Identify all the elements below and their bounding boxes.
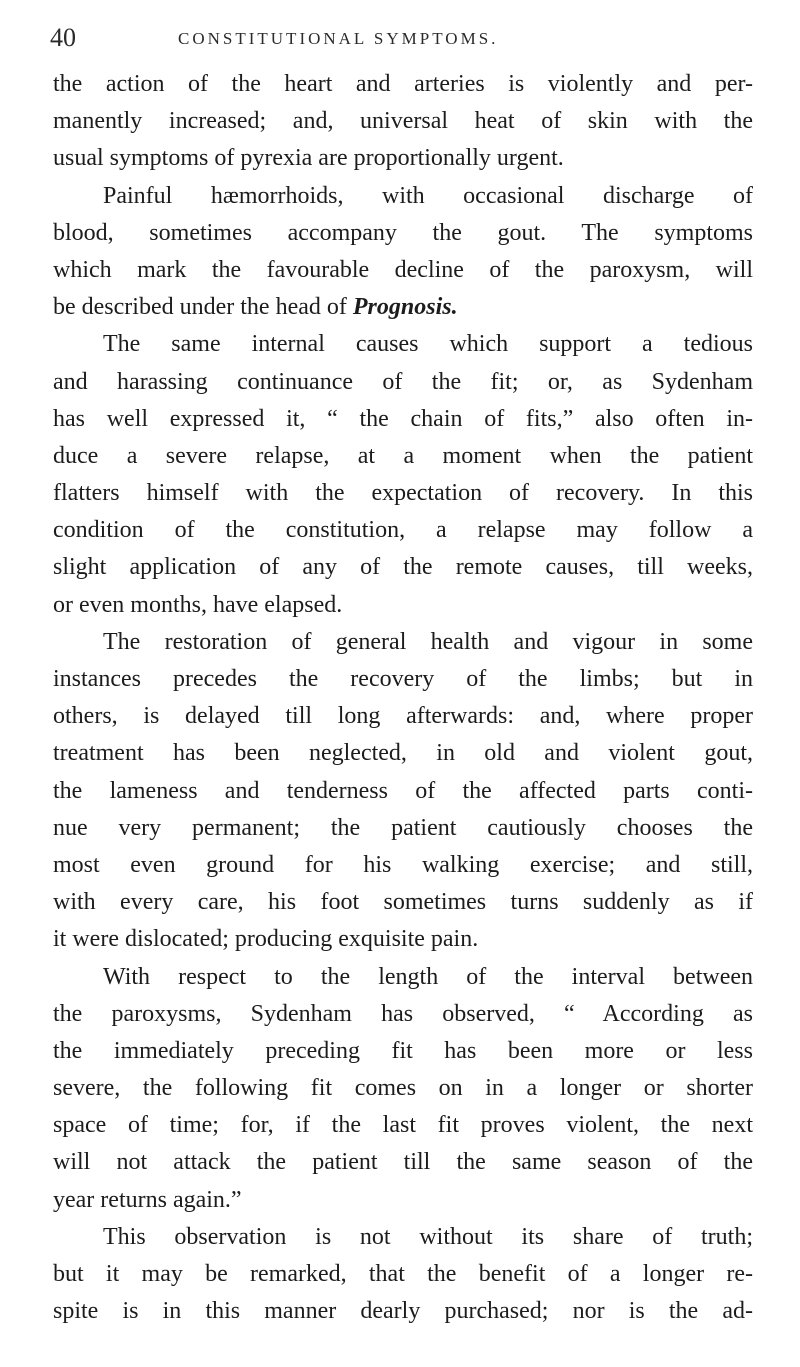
text-line: The restoration of general health and vigour in some	[103, 628, 753, 655]
running-title: CONSTITUTIONAL SYMPTOMS.	[178, 29, 499, 48]
text-line: the action of the heart and arteries is violently and per-	[53, 71, 753, 97]
text-line: Painful hæmorrhoids, with occasional discharge of	[103, 182, 753, 209]
text-line	[53, 289, 753, 326]
text-line: the lameness and tenderness of the affected parts conti-	[53, 777, 753, 804]
text-line: flatters himself with the expectation of recovery. In this	[53, 480, 753, 507]
text-line: has well expressed it, “ the chain of fits,” also often in-	[53, 405, 753, 432]
text-line: This observation is not without its share of truth;	[103, 1223, 753, 1250]
text-line: duce a severe relapse, at a moment when the patient	[53, 442, 753, 469]
page-number: 40	[50, 23, 76, 52]
text-line: most even ground for his walking exercise; and still,	[53, 851, 753, 878]
text-line: but it may be remarked, that the benefit of a longer re-	[53, 1261, 753, 1287]
text-line: blood, sometimes accompany the gout. The symptoms	[53, 219, 753, 246]
text-line: condition of the constitution, a relapse may follow a	[53, 517, 753, 544]
text-line: and harassing continuance of the fit; or, as Sydenham	[53, 368, 753, 395]
text-line: space of time; for, if the last fit proves violent, the next	[53, 1112, 753, 1139]
text-line: will not attack the patient till the same season of the	[53, 1149, 753, 1176]
text-line: or even months, have elapsed.	[53, 591, 343, 618]
text-line: the paroxysms, Sydenham has observed, “ According as	[53, 1000, 753, 1027]
prognosis-italic: Prognosis.	[352, 294, 458, 321]
text-line: nue very permanent; the patient cautiously chooses the	[53, 814, 753, 841]
running-head	[50, 22, 750, 54]
text-line-start: be described under the head of	[53, 294, 347, 321]
text-line: year returns again.”	[53, 1186, 242, 1213]
text-line: slight application of any of the remote causes, till weeks,	[53, 554, 753, 581]
body-text	[53, 66, 753, 1330]
text-line: With respect to the length of the interval between	[103, 963, 753, 990]
text-line: with every care, his foot sometimes turns suddenly as if	[53, 889, 753, 916]
text-line: it were dislocated; producing exquisite pain.	[53, 926, 479, 953]
text-line: instances precedes the recovery of the limbs; but in	[53, 666, 753, 692]
text-line: usual symptoms of pyrexia are proportionally urgent.	[53, 145, 564, 172]
text-line: which mark the favourable decline of the paroxysm, will	[53, 256, 753, 283]
text-line: the immediately preceding fit has been more or less	[53, 1037, 753, 1064]
text-line: spite is in this manner dearly purchased; nor is the ad-	[53, 1298, 753, 1325]
text-line: manently increased; and, universal heat of skin with the	[53, 108, 753, 135]
text-line: treatment has been neglected, in old and violent gout,	[53, 740, 753, 767]
text-line: others, is delayed till long afterwards: and, where proper	[53, 703, 753, 730]
text-line: severe, the following fit comes on in a longer or shorter	[53, 1075, 753, 1102]
text-line: The same internal causes which support a tedious	[103, 331, 753, 358]
